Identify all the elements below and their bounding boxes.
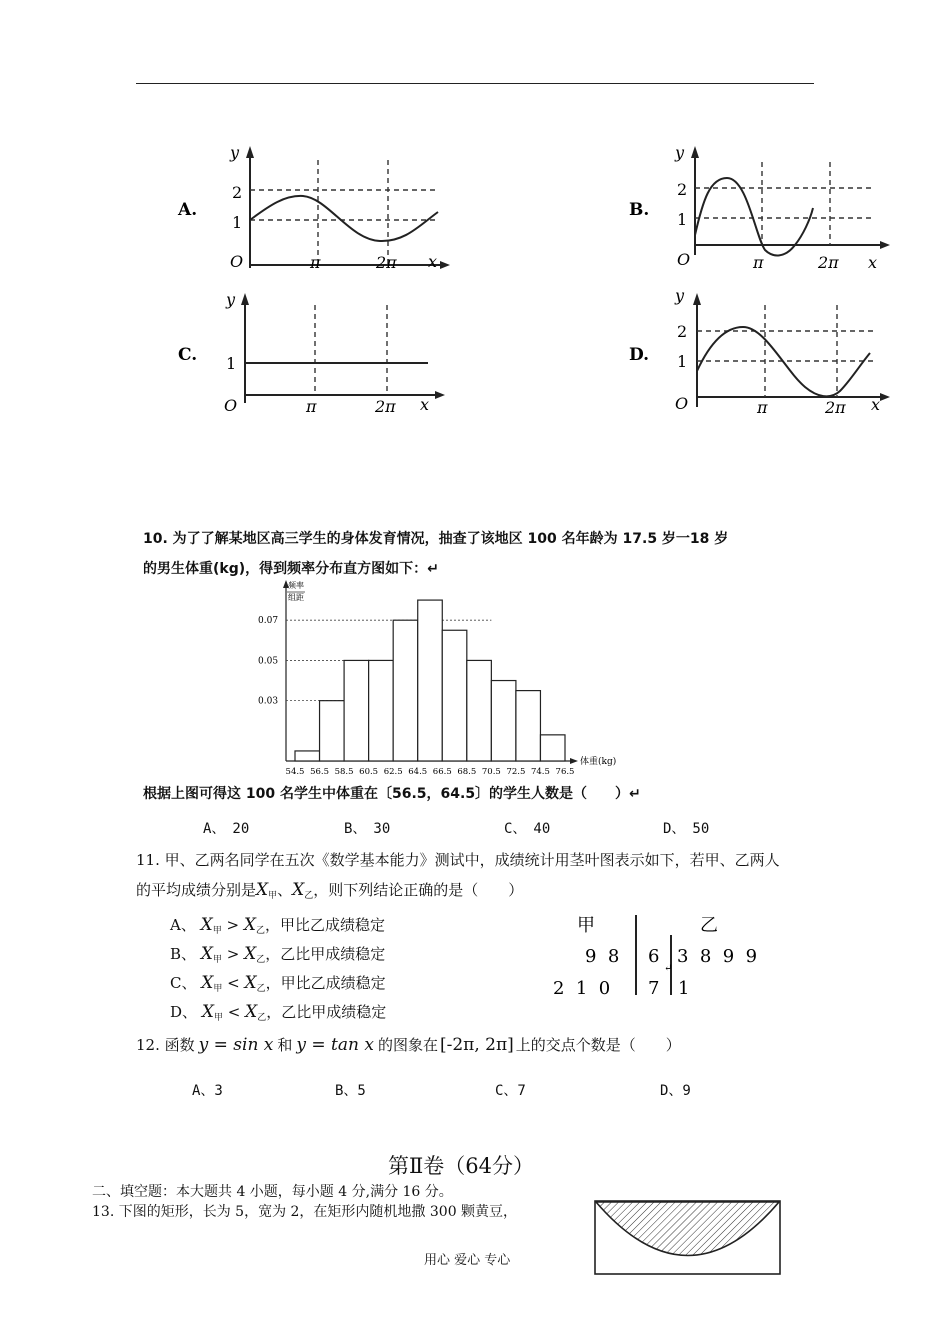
footer: 用心 爱心 专心 [424,1253,511,1268]
stem-leaf-row1-left: 9 8 [585,946,620,967]
stem-leaf-plot [545,905,795,1000]
graph-b-ytick-1: 1 [677,210,688,229]
part2-title: 第Ⅱ卷（64分） [388,1154,534,1178]
q10-line2: 的男生体重(kg)，得到频率分布直方图如下：↵ [143,561,439,577]
hist-xtick-label: 58.5 [334,767,354,777]
q10-option-c: C、 40 [504,821,551,837]
graph-a-ytick-1: 1 [232,213,243,232]
hist-bar [442,630,467,761]
stem-leaf-row2-left: 2 1 0 [553,978,611,999]
q12-line: 12. 函数 y = sin x 和 y = tan x 的图象在 [-2π, 2π] 上的交点个数是（ ） [136,1035,681,1055]
hist-xtick-label: 76.5 [555,767,575,777]
hist-xtick-label: 66.5 [432,767,452,777]
hist-ytick-label: 0.07 [258,616,279,627]
graph-b-ytick-2: 2 [677,180,688,199]
graph-c [170,285,450,420]
hist-bar [393,620,418,761]
q10-option-d: D、 50 [663,821,710,837]
graph-d-ytick-2: 2 [677,322,688,341]
hist-xtick-label: 62.5 [383,767,403,777]
stem-leaf-row2-right: 1 [678,978,690,999]
hist-xtick-label: 72.5 [506,767,526,777]
graph-c-x: x [420,395,430,414]
hist-ylabel-top: 频率 [288,581,304,590]
graph-d-xtick-pi: π [757,398,768,417]
graph-b-label: B. [629,200,650,220]
graph-d-y: y [675,286,685,305]
graph-d-ytick-1: 1 [677,352,688,371]
hist-bar [344,660,369,761]
hist-bar [320,701,345,761]
graph-a-label: A. [178,200,198,220]
hist-ytick-label: 0.05 [258,656,279,667]
q11-option-a: A、 $X_甲 > X_乙$，甲比乙成绩稳定 [170,915,386,936]
q12-option-a: A、3 [192,1083,223,1099]
hist-xlabel: 体重(kg) [580,757,617,767]
graph-b-y: y [675,143,685,162]
q11-option-d: D、 $X_甲 < X_乙$，乙比甲成绩稳定 [170,1002,387,1023]
q11-line1: 11. 甲、乙两名同学在五次《数学基本能力》测试中，成绩统计用茎叶图表示如下，若甲、乙两人 [136,851,780,869]
graph-c-ytick-1: 1 [226,354,237,373]
graph-c-xtick-pi: π [306,397,317,416]
hist-xtick-label: 64.5 [408,767,428,777]
hist-xtick-label: 60.5 [359,767,379,777]
frequency-histogram [250,578,640,778]
q12-option-c: C、7 [495,1083,526,1099]
hist-xtick-label: 74.5 [530,767,550,777]
header-rule [136,83,814,84]
q10-option-a: A、 20 [203,821,250,837]
stem-leaf-head-left: 甲 [577,915,595,936]
hist-xtick-label: 54.5 [285,767,305,777]
graph-b-x: x [868,253,878,272]
graph-b-xtick-2pi: 2π [818,253,839,272]
graph-a-ytick-2: 2 [232,183,243,202]
q11-option-c: C、 $X_甲 < X_乙$，甲比乙成绩稳定 [170,973,386,994]
q10-option-b: B、 30 [344,821,391,837]
stem-leaf-row2-stem: 7 [648,978,660,999]
hist-bar [516,691,541,761]
graph-a-x: x [428,252,438,271]
hist-bar [418,600,443,761]
graph-d-xtick-2pi: 2π [825,398,846,417]
hist-xtick-label: 56.5 [310,767,330,777]
graph-a-origin: O [230,252,244,271]
graph-b-xtick-pi: π [753,253,764,272]
graph-a-xtick-pi: π [310,253,321,272]
hist-ytick-label: 0.03 [258,696,279,707]
stem-leaf-row1-stem: 6 [648,946,660,967]
graph-a [170,140,450,275]
q13-text: 13. 下图的矩形，长为 5，宽为 2，在矩形内随机地撒 300 颗黄豆， [92,1204,518,1220]
q11-line2: 的平均成绩分别是$X_甲$、$X_乙$，则下列结论正确的是（ ） [136,880,524,901]
hist-bar [540,735,565,761]
stem-leaf-row1-right: 3 8 9 9 [677,946,758,967]
graph-c-label: C. [178,345,198,365]
graph-c-origin: O [224,396,238,415]
q13-rectangle-figure [593,1199,783,1277]
q10-line1: 10. 为了了解某地区高三学生的身体发育情况，抽查了该地区 100 名年龄为 17.5 岁一18 岁 [143,531,729,547]
graph-a-xtick-2pi: 2π [376,253,397,272]
graph-c-xtick-2pi: 2π [375,397,396,416]
hist-ylabel-bottom: 组距 [288,593,304,602]
graph-d-origin: O [675,394,689,413]
stem-leaf-head-right: 乙 [700,915,718,936]
hist-bar [369,660,394,761]
graph-d-label: D. [629,345,650,365]
graph-a-y: y [230,143,240,162]
hist-bar [491,681,516,761]
q10-question: 根据上图可得这 100 名学生中体重在〔56.5，64.5〕的学生人数是（ ）↵ [143,786,641,802]
graph-b-origin: O [677,250,691,269]
hist-xtick-label: 70.5 [481,767,501,777]
q12-option-b: B、5 [335,1083,366,1099]
q12-option-d: D、9 [660,1083,691,1099]
hist-xtick-label: 68.5 [457,767,477,777]
graph-d-x: x [871,395,881,414]
hist-bar [467,660,492,761]
graph-b [625,140,890,275]
graph-c-y: y [226,290,236,309]
stem-leaf-return-mark: ↵ [664,963,673,974]
part2-section: 二、填空题：本大题共 4 小题，每小题 4 分,满分 16 分。 [92,1184,453,1200]
graph-d [625,285,890,420]
hist-bar [295,751,320,761]
q11-option-b: B、 $X_甲 > X_乙$，乙比甲成绩稳定 [170,944,386,965]
